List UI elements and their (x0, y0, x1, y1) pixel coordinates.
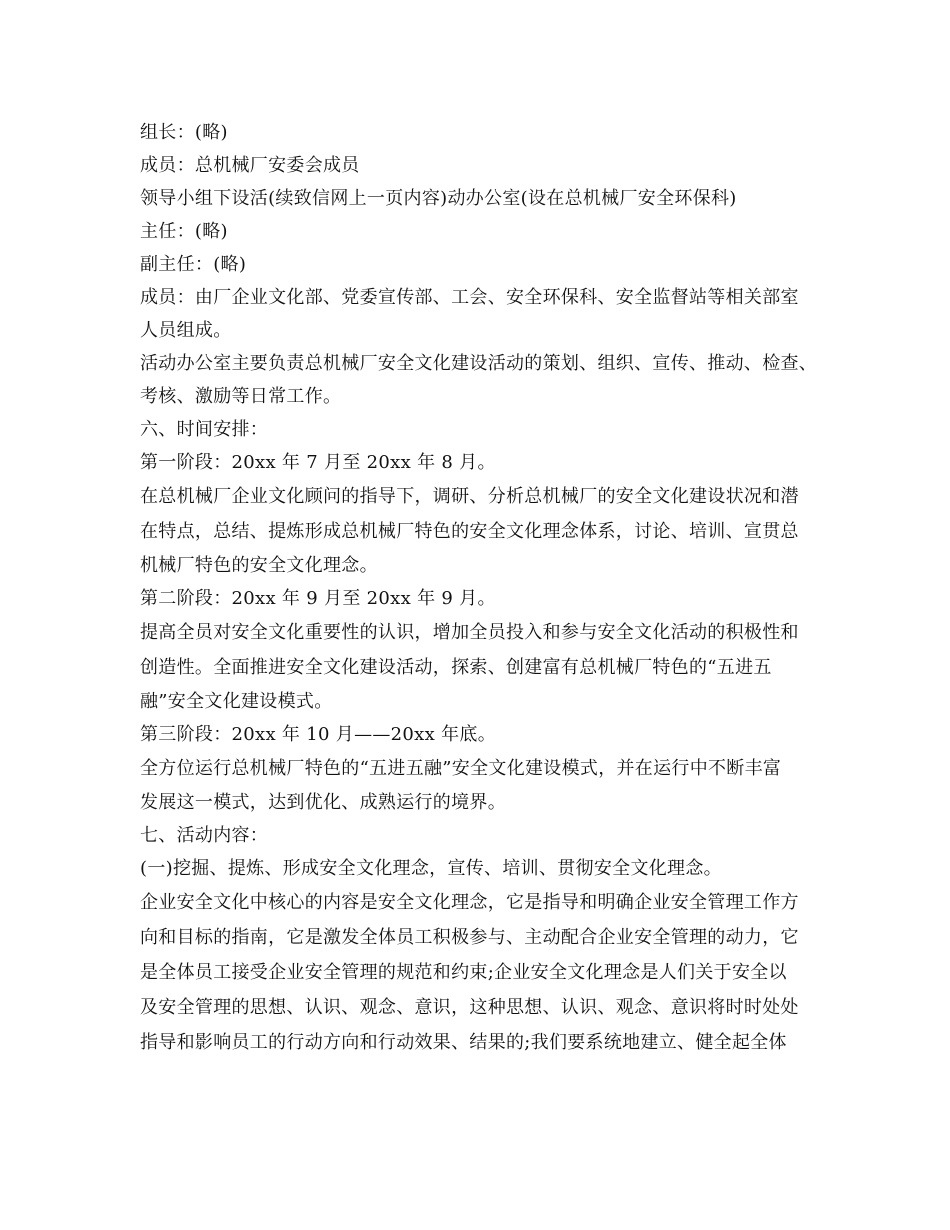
text-line: 发展这一模式，达到优化、成熟运行的境界。 (140, 792, 506, 813)
text-line: 组长：(略) (140, 122, 228, 143)
text-line: (一)挖掘、提炼、形成安全文化理念，宣传、培训、贯彻安全文化理念。 (140, 858, 722, 879)
text-line: 第一阶段：20xx 年 7 月至 20xx 年 8 月。 (140, 452, 496, 473)
text-line: 指导和影响员工的行动方向和行动效果、结果的;我们要系统地建立、健全起全体 (140, 1032, 787, 1053)
text-line: 机械厂特色的安全文化理念。 (140, 555, 378, 576)
text-line: 第二阶段：20xx 年 9 月至 20xx 年 9 月。 (140, 588, 496, 609)
text-line: 提高全员对安全文化重要性的认识，增加全员投入和参与安全文化活动的积极性和 (140, 622, 799, 643)
text-line: 全方位运行总机械厂特色的“五进五融”安全文化建设模式，并在运行中不断丰富 (140, 758, 782, 779)
section-heading: 六、时间安排： (140, 419, 269, 440)
text-line: 第三阶段：20xx 年 10 月——20xx 年底。 (140, 724, 497, 745)
text-line: 成员：总机械厂安委会成员 (140, 155, 360, 176)
section-heading: 七、活动内容： (140, 825, 269, 846)
document-body (140, 116, 830, 1060)
text-line: 活动办公室主要负责总机械厂安全文化建设活动的策划、组织、宣传、推动、检查、 (140, 353, 818, 374)
text-line: 主任：(略) (140, 221, 228, 242)
text-line: 副主任：(略) (140, 254, 247, 275)
text-line: 向和目标的指南，它是激发全体员工积极参与、主动配合企业安全管理的动力，它 (140, 927, 799, 948)
text-line: 在特点，总结、提炼形成总机械厂特色的安全文化理念体系，讨论、培训、宣贯总 (140, 521, 799, 542)
text-line: 人员组成。 (140, 320, 232, 341)
text-line: 成员：由厂企业文化部、党委宣传部、工会、安全环保科、安全监督站等相关部室 (140, 287, 799, 308)
text-line: 及安全管理的思想、认识、观念、意识，这种思想、认识、观念、意识将时时处处 (140, 997, 799, 1018)
text-line: 是全体员工接受企业安全管理的规范和约束;企业安全文化理念是人们关于安全以 (140, 962, 787, 983)
text-line: 在总机械厂企业文化顾问的指导下，调研、分析总机械厂的安全文化建设状况和潜 (140, 486, 799, 507)
text-line: 创造性。全面推进安全文化建设活动，探索、创建富有总机械厂特色的“五进五 (140, 657, 772, 678)
text-line: 融”安全文化建设模式。 (140, 691, 333, 712)
text-line: 考核、激励等日常工作。 (140, 386, 342, 407)
text-line: 领导小组下设活(续致信网上一页内容)动办公室(设在总机械厂安全环保科) (140, 188, 737, 209)
text-line: 企业安全文化中核心的内容是安全文化理念，它是指导和明确企业安全管理工作方 (140, 892, 799, 913)
